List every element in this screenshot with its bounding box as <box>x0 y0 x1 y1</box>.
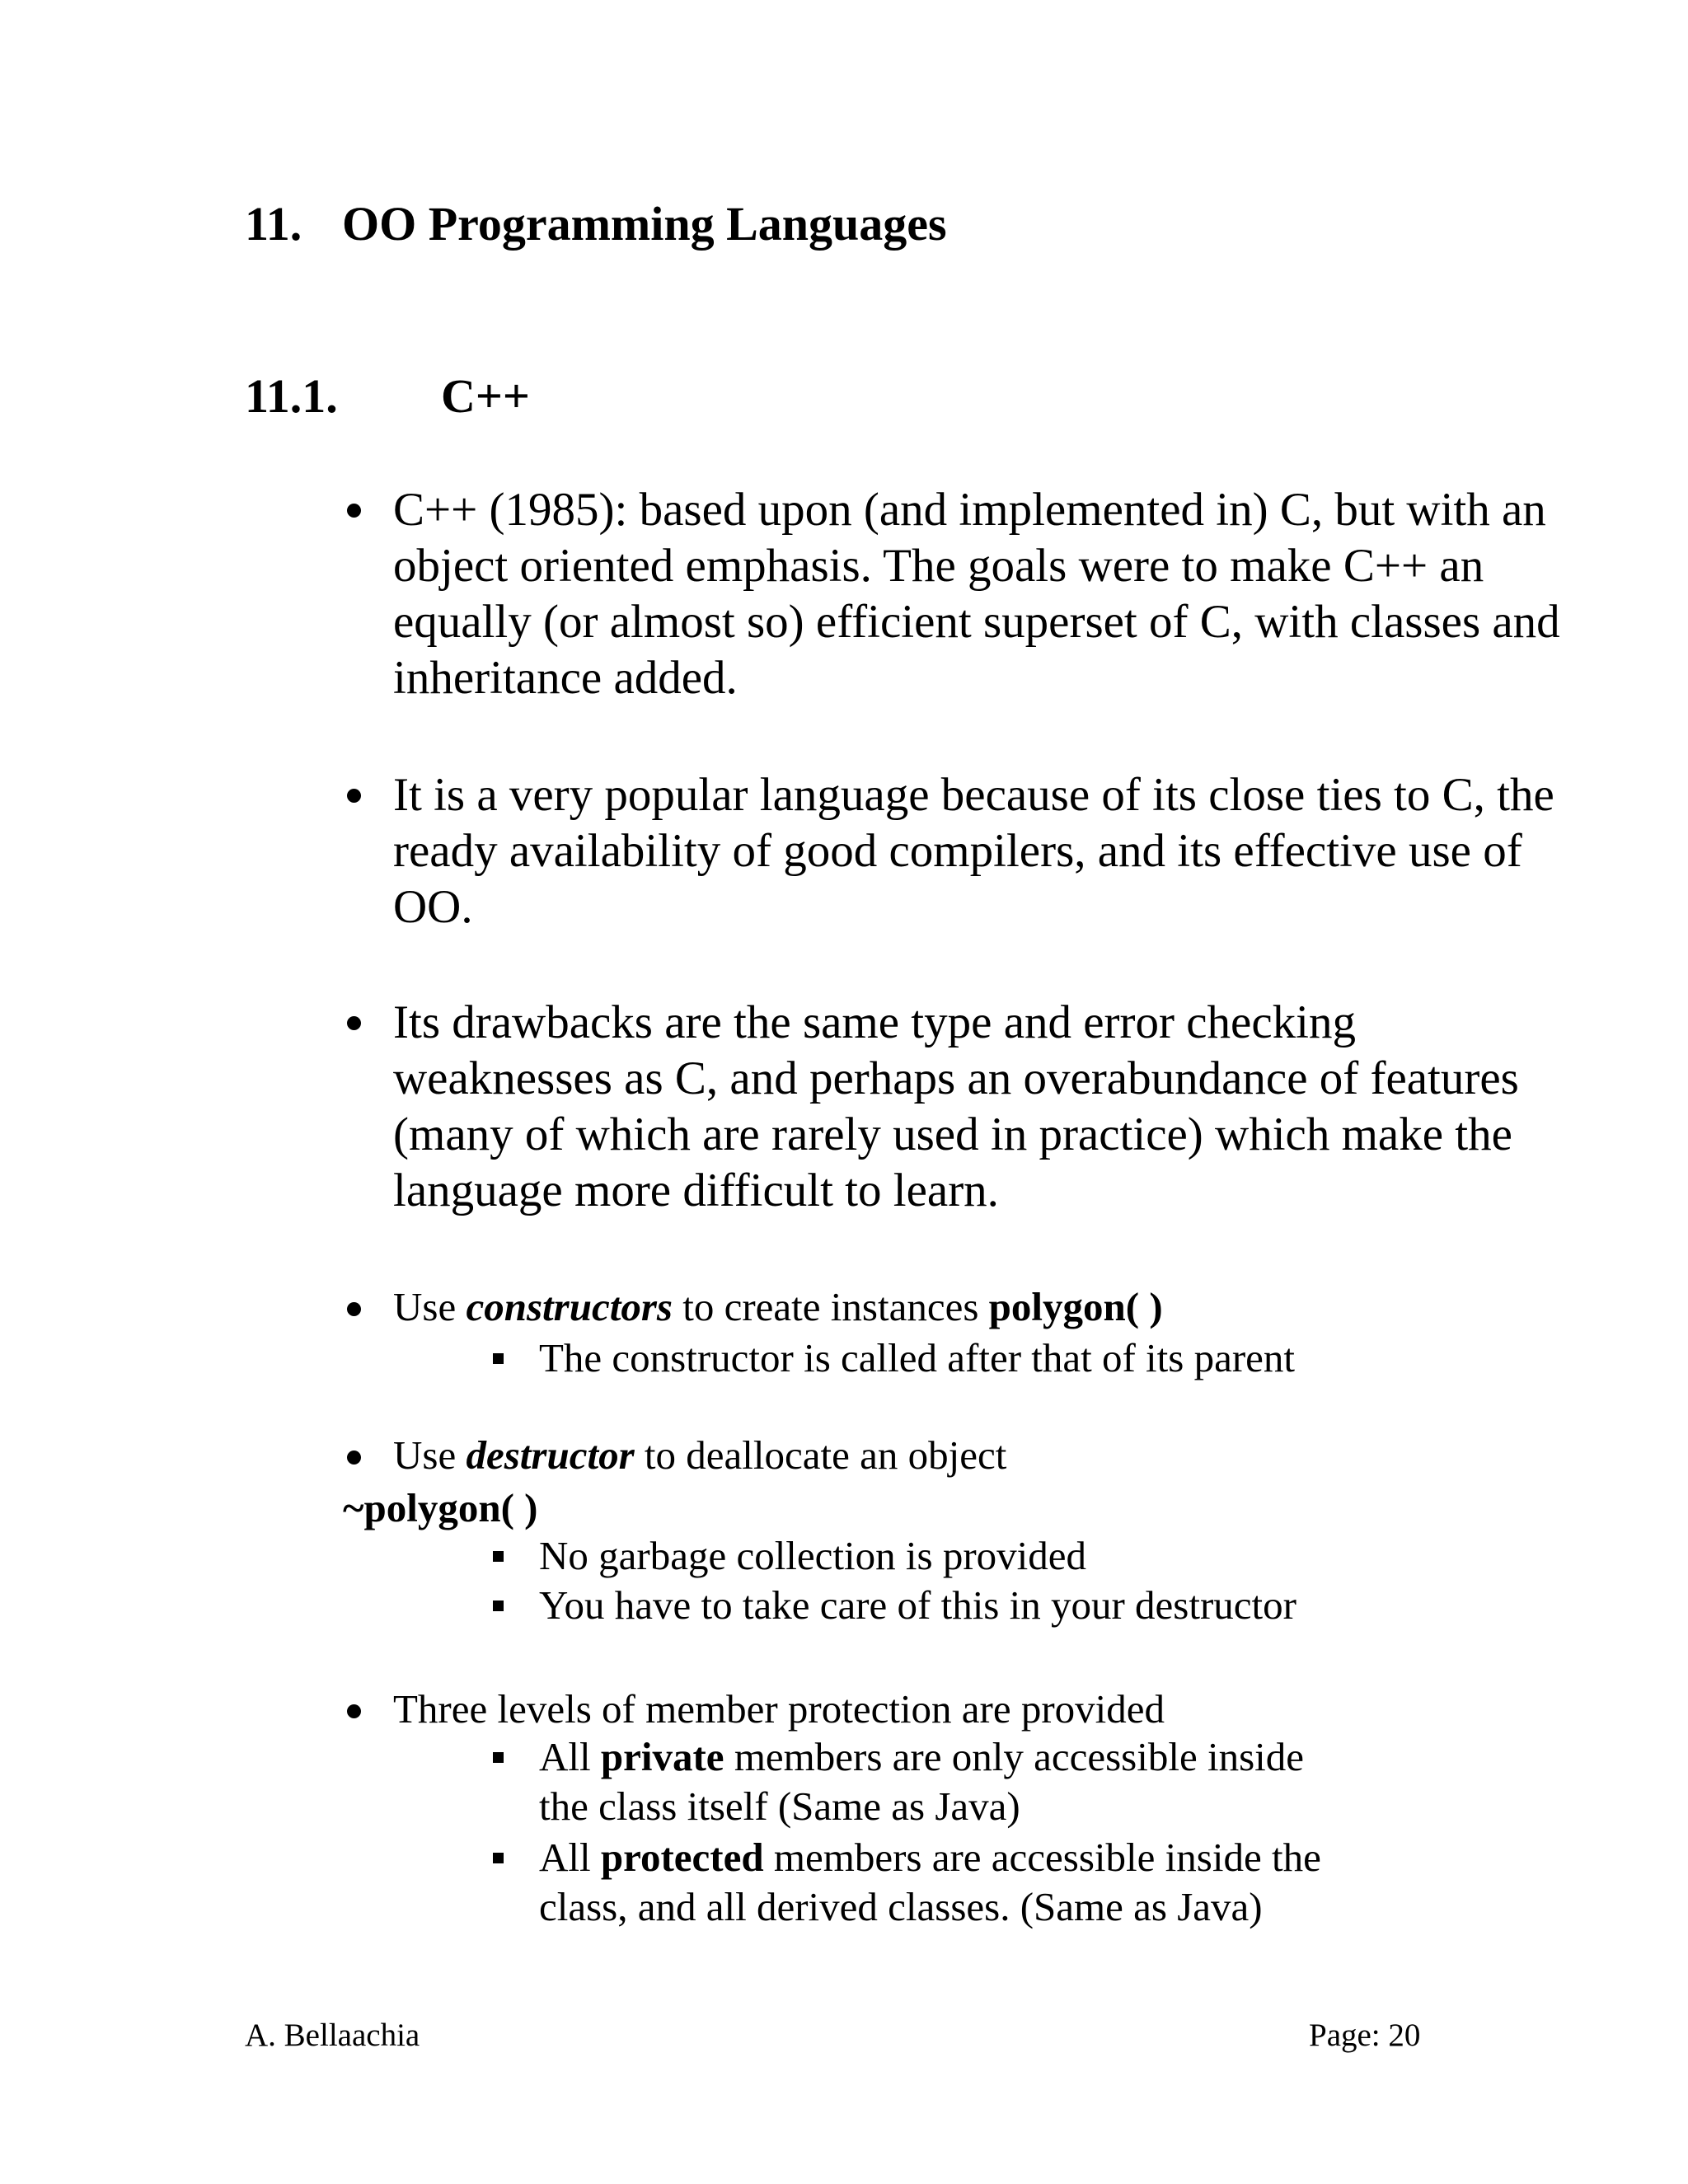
protection-private-post: members are only accessible inside <box>724 1734 1305 1779</box>
paragraph-line: equally (or almost so) efficient superset of C, with classes and <box>393 596 1560 648</box>
protection-private <box>539 1732 1304 1831</box>
protection-private-line2: the class itself (Same as Java) <box>539 1783 1020 1829</box>
paragraph-line: OO. <box>393 881 473 933</box>
constructors-sub: The constructor is called after that of its parent <box>539 1335 1296 1380</box>
square-bullet-icon <box>493 1353 504 1364</box>
destructor-sub: You have to take care of this in your destructor <box>539 1582 1296 1628</box>
paragraph-line: C++ (1985): based upon (and implemented in) C, but with an <box>393 484 1546 536</box>
bullet-icon <box>347 1016 361 1030</box>
constructors-line <box>393 1282 1163 1332</box>
protection-protected-pre: All <box>539 1835 601 1880</box>
protection-private-line <box>539 1732 1304 1782</box>
subheading-number: 11.1. <box>245 369 338 423</box>
destructor-post: to deallocate an object <box>634 1432 1007 1478</box>
square-bullet-icon <box>493 1853 504 1863</box>
protection-protected-line2: class, and all derived classes. (Same as Java) <box>539 1884 1263 1929</box>
protection-lead: Three levels of member protection are provided <box>393 1686 1165 1732</box>
paragraph-line: (many of which are rarely used in practice) which make the <box>393 1108 1512 1160</box>
destructor-pre: Use <box>393 1432 467 1478</box>
constructors-term: constructors <box>466 1284 673 1329</box>
footer-page: Page: 20 <box>1309 2018 1421 2053</box>
protection-protected-keyword: protected <box>600 1835 764 1880</box>
protection-private-keyword: private <box>600 1734 724 1779</box>
destructor-line <box>393 1431 1006 1480</box>
paragraph-line: weaknesses as C, and perhaps an overabundance of features <box>393 1052 1519 1104</box>
square-bullet-icon <box>493 1601 504 1611</box>
heading-title: OO Programming Languages <box>342 197 947 251</box>
subheading-title: C++ <box>441 369 530 423</box>
protection-protected-post: members are accessible inside the <box>763 1835 1321 1880</box>
heading-number: 11. <box>245 197 302 251</box>
protection-protected-line <box>539 1833 1321 1882</box>
protection-private-pre: All <box>539 1734 601 1779</box>
paragraph-2 <box>393 767 1554 935</box>
bullet-icon <box>347 1302 361 1316</box>
paragraph-line: Its drawbacks are the same type and error checking <box>393 996 1356 1048</box>
bullet-icon <box>347 1451 361 1465</box>
destructor-code: ~polygon( ) <box>343 1485 538 1530</box>
constructors-mid: to create instances <box>672 1284 989 1329</box>
paragraph-line: It is a very popular language because of its close ties to C, the <box>393 769 1554 821</box>
paragraph-line: ready availability of good compilers, and its effective use of <box>393 825 1522 877</box>
paragraph-3 <box>393 995 1519 1219</box>
square-bullet-icon <box>493 1551 504 1562</box>
paragraph-line: language more difficult to learn. <box>393 1165 999 1216</box>
paragraph-line: object oriented emphasis. The goals were to make C++ an <box>393 540 1484 592</box>
destructor-sub: No garbage collection is provided <box>539 1533 1087 1578</box>
square-bullet-icon <box>493 1752 504 1763</box>
constructors-pre: Use <box>393 1284 467 1329</box>
bullet-icon <box>347 504 361 518</box>
paragraph-1 <box>393 482 1560 706</box>
bullet-icon <box>347 789 361 803</box>
destructor-term: destructor <box>466 1432 635 1478</box>
protection-protected <box>539 1833 1321 1932</box>
footer-author: A. Bellaachia <box>245 2018 420 2053</box>
bullet-icon <box>347 1704 361 1718</box>
constructors-code: polygon( ) <box>988 1284 1163 1329</box>
paragraph-line: inheritance added. <box>393 652 738 704</box>
